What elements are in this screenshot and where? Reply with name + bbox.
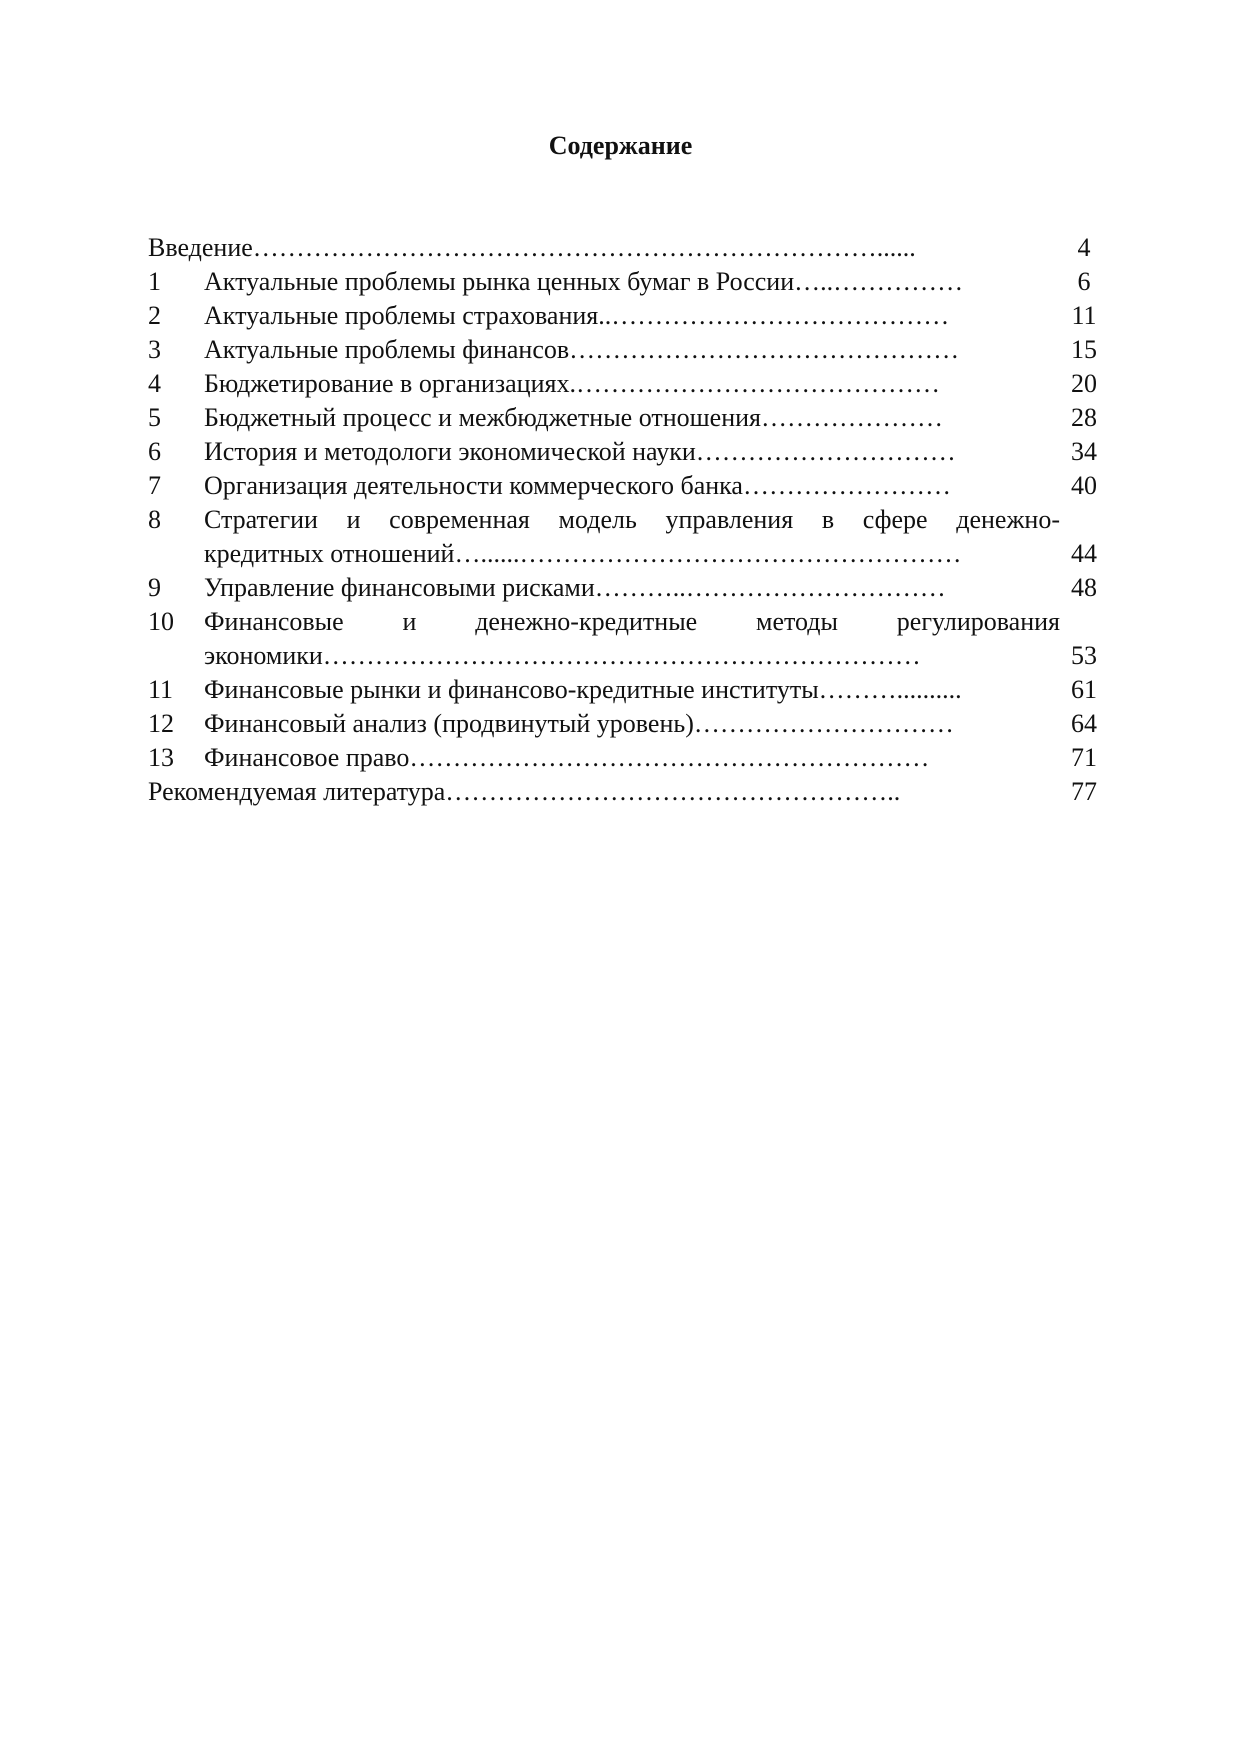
toc-entry-3[interactable] [148,333,1114,367]
toc-entry-number: 6 [148,437,161,466]
toc-entry-9[interactable] [148,571,1114,605]
toc-page-number: 53 [1071,641,1097,670]
toc-entry-number: 3 [148,335,161,364]
toc-entry-text: Рекомендуемая литература…………………………………………….. [148,777,901,806]
toc-entry-number: 7 [148,471,161,500]
toc-entry-number: 12 [148,709,174,738]
toc-entry-5[interactable] [148,401,1114,435]
toc-entry-references[interactable] [148,775,1114,809]
toc-entry-text: Организация деятельности коммерческого банка…………………… [204,471,951,500]
toc-entry-number: 13 [148,743,174,772]
toc-entry-10-line2[interactable] [148,639,1114,673]
toc-entry-number: 11 [148,675,174,704]
toc-entry-7[interactable] [148,469,1114,503]
toc-entry-number: 10 [148,607,174,636]
toc-page-number: 34 [1071,437,1097,466]
toc-entry-text: Финансовый анализ (продвинутый уровень)………………………… [204,709,954,738]
toc-entry-1[interactable] [148,265,1114,299]
toc-page-number: 61 [1071,675,1097,704]
toc-page-number: 64 [1071,709,1097,738]
toc-entry-10-line1[interactable] [148,605,1114,639]
table-of-contents [148,231,1114,809]
toc-entry-number: 1 [148,267,161,296]
toc-entry-text: Управление финансовыми рисками………..………………………… [204,573,946,602]
toc-entry-text-continued: экономики…………………………………………………………… [204,641,921,670]
toc-entry-8-line2[interactable] [148,537,1114,571]
toc-entry-8-line1[interactable] [148,503,1114,537]
toc-entry-text: Бюджетирование в организациях.…………………………………… [204,369,940,398]
toc-page-number: 11 [1071,301,1097,330]
toc-entry-text: Финансовое право…………………………………………………… [204,743,930,772]
toc-entry-number: 5 [148,403,161,432]
toc-entry-number: 4 [148,369,161,398]
toc-entry-text: Актуальные проблемы финансов……………………………………… [204,335,960,364]
toc-entry-text: Актуальные проблемы рынка ценных бумаг в России…..…………… [204,267,964,296]
toc-entry-12[interactable] [148,707,1114,741]
toc-page-number: 4 [1077,233,1091,262]
toc-page-number: 77 [1071,777,1097,806]
toc-page-number: 28 [1071,403,1097,432]
toc-page-number: 40 [1071,471,1097,500]
toc-entry-text: Бюджетный процесс и межбюджетные отношения………………… [204,403,943,432]
toc-entry-number: 2 [148,301,161,330]
toc-entry-6[interactable] [148,435,1114,469]
toc-page-number: 6 [1077,267,1091,296]
toc-entry-4[interactable] [148,367,1114,401]
toc-entry-text: Введение………………………………………………………………...... [148,233,916,262]
toc-entry-text: Финансовые рынки и финансово-кредитные институты……….......... [204,675,962,704]
toc-entry-text: Актуальные проблемы страхования..………………………………… [204,301,950,330]
toc-entry-text-continued: кредитных отношений…......…………………………………………… [204,539,962,568]
toc-page-number: 71 [1071,743,1097,772]
toc-page-number: 44 [1071,539,1097,568]
toc-entry-text: История и методологи экономической науки………………………… [204,437,956,466]
toc-page-number: 48 [1071,573,1097,602]
toc-entry-2[interactable] [148,299,1114,333]
toc-page-number: 15 [1071,335,1097,364]
toc-entry-text: Финансовые и денежно-кредитные методы регулирования [204,607,1060,636]
toc-entry-number: 9 [148,573,161,602]
toc-entry-number: 8 [148,505,161,534]
toc-entry-13[interactable] [148,741,1114,775]
toc-entry-introduction[interactable] [148,231,1114,265]
page-title: Содержание [548,131,693,160]
toc-entry-text: Стратегии и современная модель управления в сфере денежно- [204,505,1060,534]
toc-page-number: 20 [1071,369,1097,398]
toc-entry-11[interactable] [148,673,1114,707]
